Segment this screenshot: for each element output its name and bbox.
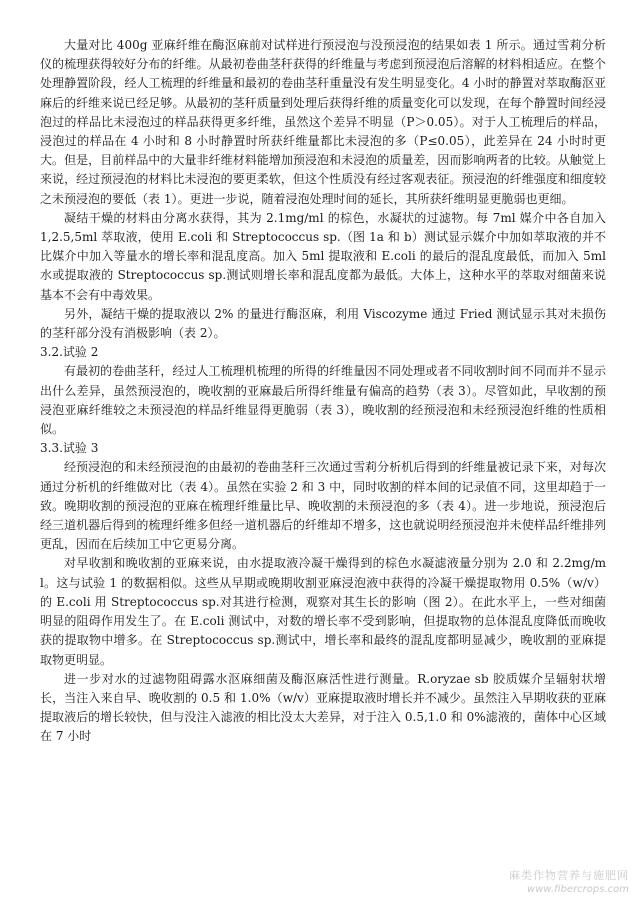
site-watermark (509, 869, 629, 897)
paragraph: 对早收割和晚收割的亚麻来说，由水提取液冷凝干燥得到的棕色水凝滤液量分别为 2.0 和 2.2mg/ml。这与试验 1 的数据相似。这些从早期或晚期收割亚麻浸泡液中获得的冷凝干燥提取物用 0.5%（w/v）的 E.coli 用 Streptococcus sp.对其进行检测，观察对其生长的影响（图 2）。在此水平上，一些对细菌明显的阻碍作用发生了。在 E.coli 测试中，对数的增长率不受到影响，但提取物的总体混乱度降低而晚收获的提取物中增多。在 Streptococcus sp.测试中，增长率和最终的混乱度都明显减少，晚收割的亚麻提取物更明显。 (40, 556, 606, 667)
paragraph: 大量对比 400g 亚麻纤维在酶沤麻前对试样进行预浸泡与没预浸泡的结果如表 1 所示。通过雪莉分析仪的梳理获得较好分布的纤维。从最初卷曲茎秆获得的纤维量与考虑到预浸泡后溶解的材料相适应。在整个处理静置阶段，经人工梳理的纤维量和最初的卷曲茎秆重量没有发生明显变化。4 小时的静置对萃取酶沤亚麻后的纤维来说已经足够。从最初的茎秆质量到处理后获得纤维的质量变化可以发现，在每个静置时间经浸泡过的样品比未浸泡过的样品获得更多纤维，虽然这个差异不明显（P＞0.05）。对于人工梳理后的样品，浸泡过的样品在 4 小时和 8 小时静置时所获纤维量都比未浸泡的多（P≤0.05），此差异在 24 小时时更大。但是，目前样品中的大量非纤维材料能增加预浸泡和未浸泡的质量差，因而影响两者的比较。从触觉上来说，经过预浸泡的材料比未浸泡的要更柔软，但这个性质没有经过客观表征。预浸泡的纤维强度和细度较之未预浸泡的要低（表 1）。更进一步说，随着浸泡处理时间的延长，其所获纤维明显更脆弱也更细。 (40, 38, 606, 206)
paragraph: 有最初的卷曲茎秆，经过人工梳理机梳理的所得的纤维量因不同处理或者不同收割时间不同而并不显示出什么差异，虽然预浸泡的，晚收割的亚麻最后所得纤维量有偏高的趋势（表 3）。尽管如此，早收割的预浸泡亚麻纤维较之未预浸泡的样品纤维显得更脆弱（表 3），晚收割的经预浸泡和未经预浸泡纤维的性质相似。 (40, 364, 606, 437)
paragraph: 进一步对水的过滤物阻碍露水沤麻细菌及酶沤麻活性进行测量。R.oryzae sb 胶质媒介呈辐射状增长，当注入来自早、晚收割的 0.5 和 1.0%（w/v）亚麻提取液时增长并不减少。虽然注入早期收获的亚麻提取液后的增长较快，但与没注入滤液的相比没太大差异，对于注入 0.5,1.0 和 0%滤液的，菌体中心区域在 7 小时 (40, 671, 606, 744)
section-heading: 3.2.试验 2 (40, 345, 99, 360)
watermark-url: www.fibercrops.com (527, 884, 629, 895)
paragraph: 经预浸泡的和未经预浸泡的由最初的卷曲茎秆三次通过雪莉分析机后得到的纤维量被记录下来，对每次通过分析机的纤维做对比（表 4）。虽然在实验 2 和 3 中，同时收割的样本间的记录值不同，这里却趋于一致。晚期收割的预浸泡的亚麻在梳理纤维量比早、晚收割的未预浸泡的多（表 4）。进一步地说，预浸泡后经三道机器后得到的梳理纤维多但经一道机器后的纤维却不增多，这也就说明经预浸泡并未使样品纤维排列更乱，因而在后续加工中它更易分离。 (40, 460, 606, 552)
paragraph: 另外，凝结干燥的提取液以 2% 的量进行酶沤麻，利用 Viscozyme 通过 Fried 测试显示其对未损伤的茎秆部分没有消极影响（表 2）。 (40, 306, 606, 341)
watermark-site-name: 麻类作物营养与施肥网 (509, 869, 629, 882)
paragraph: 凝结干燥的材料由分离水获得，其为 2.1mg/ml 的棕色，水凝状的过滤物。每 7ml 媒介中各自加入 1,2.5,5ml 萃取液，使用 E.coli 和 Streptococcus sp.（图 1a 和 b）测试显示媒介中加如萃取液的并不比媒介中加入等量水的增长率和混乱度高。加入 5ml 提取液和 E.coli 的最后的混乱度最低，而加入 5ml 水或提取液的 Streptococcus sp.测试则增长率和混乱度都为最低。大体上，这种水平的萃取对细菌来说基本不会有中毒效果。 (40, 210, 606, 302)
section-heading: 3.3.试验 3 (40, 441, 99, 456)
document-body (40, 36, 606, 747)
